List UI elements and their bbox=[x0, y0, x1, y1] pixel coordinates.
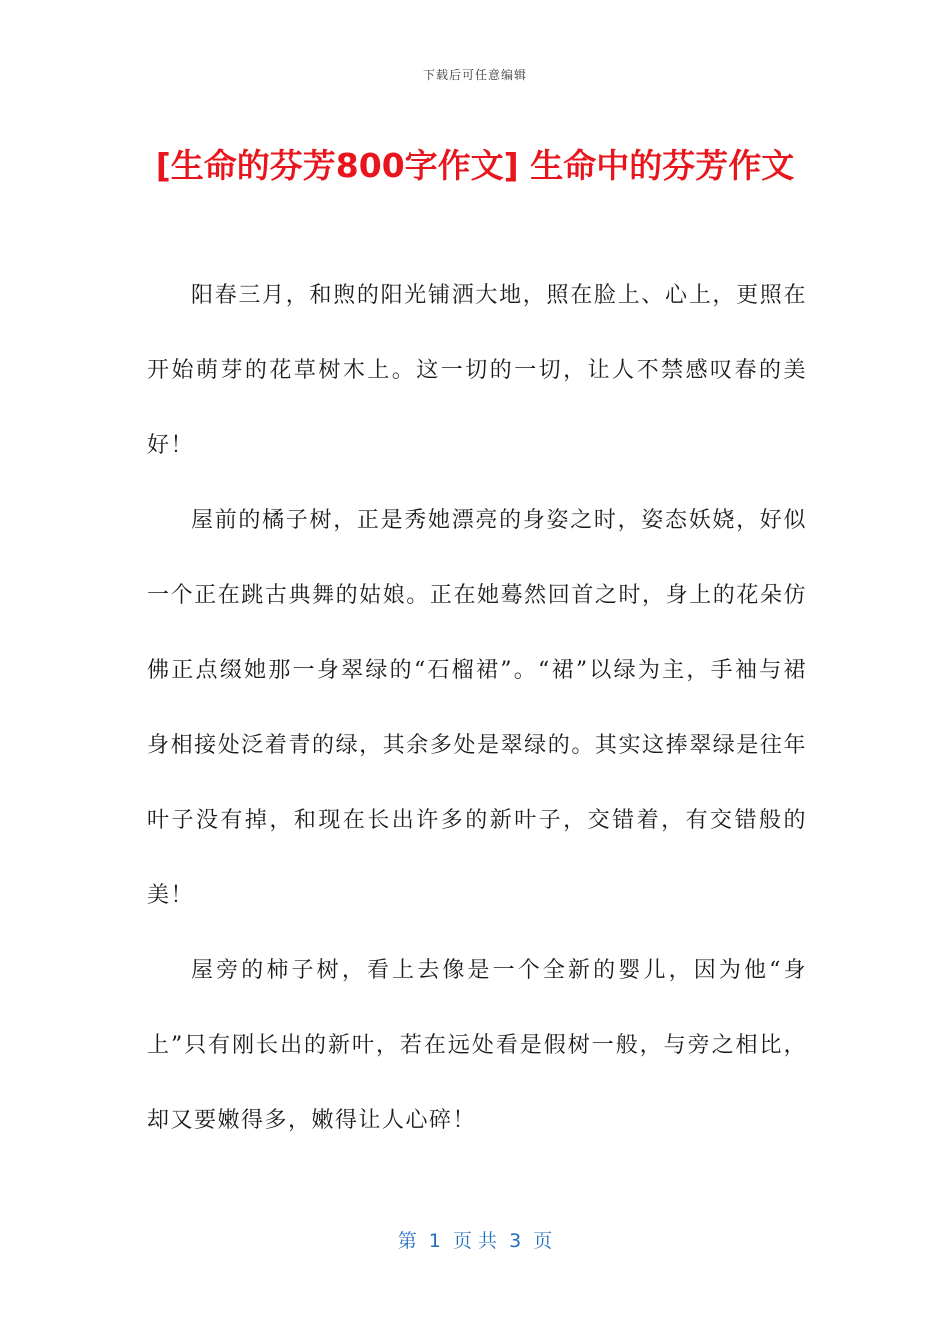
paragraph: 屋旁的柿子树，看上去像是一个全新的婴儿，因为他“身上”只有刚长出的新叶，若在远处看是假树一般，与旁之相比，却又要嫩得多，嫩得让人心碎！ bbox=[147, 958, 807, 1133]
page-footer: 第 1 页 共 3 页 bbox=[397, 1230, 553, 1252]
document-title: [生命的芬芳800字作文] 生命中的芬芳作文 bbox=[155, 146, 795, 185]
paragraph: 阳春三月，和煦的阳光铺洒大地，照在脸上、心上，更照在开始萌芽的花草树木上。这一切的一切，让人不禁感叹春的美好！ bbox=[147, 283, 807, 458]
header-note: 下载后可任意编辑 bbox=[422, 68, 527, 82]
paragraph: 屋前的橘子树，正是秀她漂亮的身姿之时，姿态妖娆，好似一个正在跳古典舞的姑娘。正在她蓦然回首之时，身上的花朵仿佛正点缀她那一身翠绿的“石榴裙”。“裙”以绿为主，手袖与裙身相接处泛着青的绿，其余多处是翠绿的。其实这捧翠绿是往年叶子没有掉，和现在长出许多的新叶子，交错着，有交错般的美！ bbox=[147, 508, 807, 908]
document-body bbox=[147, 258, 807, 1158]
